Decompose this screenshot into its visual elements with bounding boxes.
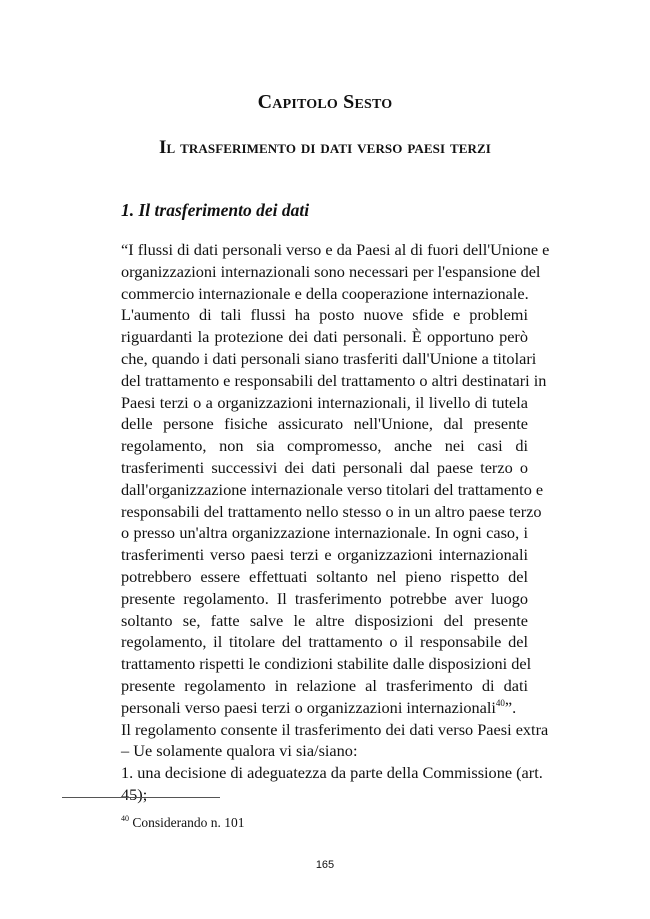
text-line: presente regolamento in relazione al trasferimento di dati bbox=[121, 675, 528, 695]
text-line: o presso un'altra organizzazione internazionale. In ogni caso, i bbox=[121, 523, 528, 543]
footnote-text: Considerando n. 101 bbox=[129, 815, 245, 830]
text-line: riguardanti la protezione dei dati personali. È opportuno però bbox=[121, 327, 528, 347]
page-number: 165 bbox=[315, 859, 335, 871]
text-line: Paesi terzi o a organizzazioni internazionali, il livello di tutela bbox=[121, 392, 528, 412]
text-line: trasferimenti successivi dei dati personali dal paese terzo o bbox=[121, 457, 528, 477]
text-line: 45); bbox=[121, 784, 148, 804]
footnote-number: 40 bbox=[121, 814, 129, 823]
footnote bbox=[121, 815, 245, 831]
text-line: potrebbero essere effettuati soltanto nel pieno rispetto del bbox=[121, 566, 528, 586]
list-item bbox=[121, 762, 543, 806]
text-line: 1. una decisione di adeguatezza da parte della Commissione (art. bbox=[121, 763, 543, 783]
text-line: responsabili del trattamento nello stesso o in un altro paese terzo bbox=[121, 501, 542, 521]
quote-closing: ”. bbox=[504, 697, 517, 717]
text-line: del trattamento e responsabili del trattamento o altri destinatari in bbox=[121, 370, 547, 390]
text-line: trasferimenti verso paesi terzi e organizzazioni internazionali bbox=[121, 545, 528, 565]
text-line: delle persone fisiche assicurato nell'Unione, dal presente bbox=[121, 414, 528, 434]
text-line: Il regolamento consente il trasferimento dei dati verso Paesi extra bbox=[121, 719, 549, 739]
quote-paragraph bbox=[121, 239, 550, 719]
chapter-heading: Capitolo Sesto bbox=[257, 91, 393, 113]
footnote-reference[interactable]: 40 bbox=[495, 697, 505, 708]
text-line: “I flussi di dati personali verso e da Paesi al di fuori dell'Unione e bbox=[121, 240, 550, 259]
text-line: soltanto se, fatte salve le altre disposizioni del presente bbox=[121, 610, 528, 630]
text-line: presente regolamento. Il trasferimento potrebbe aver luogo bbox=[121, 588, 528, 608]
text-line: commercio internazionale e della cooperazione internazionale. bbox=[121, 283, 529, 303]
text-line: regolamento, il titolare del trattamento o il responsabile del bbox=[121, 632, 528, 652]
paragraph bbox=[121, 719, 549, 763]
footnote-separator bbox=[62, 797, 220, 798]
text-line: – Ue solamente qualora vi sia/siano: bbox=[121, 741, 358, 761]
text-line bbox=[121, 697, 528, 719]
section-heading: 1. Il trasferimento dei dati bbox=[121, 200, 310, 220]
text-line: che, quando i dati personali siano trasferiti dall'Unione a titolari bbox=[121, 348, 537, 368]
text-line: regolamento, non sia compromesso, anche nei casi di bbox=[121, 436, 528, 456]
quote-last-text: personali verso paesi terzi o organizzazioni internazionali bbox=[121, 697, 496, 717]
chapter-title: Il trasferimento di dati verso paesi terzi bbox=[159, 137, 491, 158]
body-text bbox=[121, 239, 550, 806]
text-line: dall'organizzazione internazionale verso titolari del trattamento e bbox=[121, 479, 544, 499]
text-line: trattamento rispetti le condizioni stabilite dalle disposizioni del bbox=[121, 654, 532, 674]
text-line: L'aumento di tali flussi ha posto nuove sfide e problemi bbox=[121, 305, 528, 325]
text-line: organizzazioni internazionali sono necessari per l'espansione del bbox=[121, 261, 541, 281]
